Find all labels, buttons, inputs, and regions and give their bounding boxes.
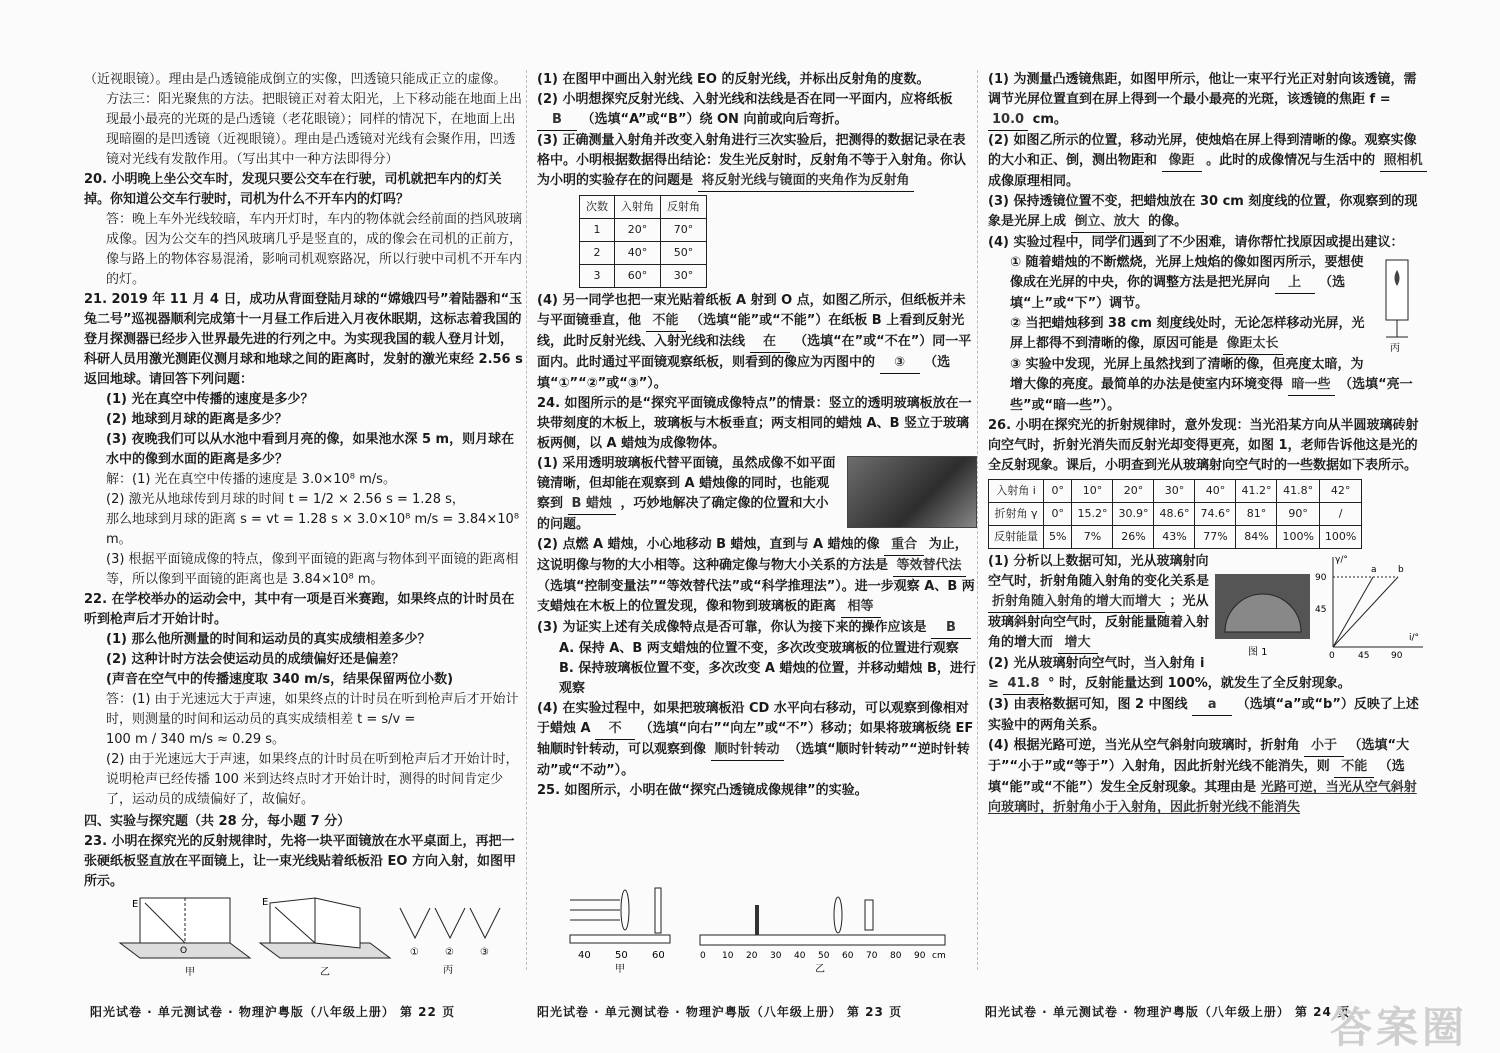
svg-text:80: 80 [890,951,902,961]
page-24 [988,70,1428,970]
answer-20: 答：晚上车外光线较暗，车内开灯时，车内的物体就会经前面的挡风玻璃成像。因为公交车的挡风玻璃几乎是竖直的，成的像会在司机的正前方，像与路上的物体容易混淆，影响司机观察路况，所以行驶中司机不开车内的灯。 [106,212,523,287]
answer-blank: 相等 [841,597,881,618]
svg-text:50: 50 [818,951,830,961]
answer-blank: 不 [595,719,635,740]
question-25-1: (1) 为测量凸透镜焦距，如图甲所示，他让一束平行光正对射向该透镜，需调节光屏位置直到在屏上得到一个最小最亮的光斑，该透镜的焦距 f = 10.0 cm。 [988,70,1428,131]
question-23-4: (4) 另一同学也把一束光贴着纸板 A 射到 O 点，如图乙所示，但纸板并未与平面镜垂直，他 不能 （选填“能”或“不能”）在纸板 B 上看到反射光线，此时反射光线、入射光线和法线 在 （选填“在”或“不在”）同一平面内。此时通过平面镜观察纸板，则看到的像应为丙图中的 ③ （选填“①”“②”或“③”）。 [537,293,972,391]
curve-a [1333,577,1373,647]
answer-blank: 重合 [884,535,924,556]
question-26-3: (3) 由表格数据可知，图 2 中图线 a （选填“a”或“b”）反映了上述实验中的两角关系。 [988,697,1419,733]
figure-label-bing: 丙 [443,965,453,976]
question-25-4: (4) 实验过程中，同学们遇到了不少困难，请你帮忙找原因或提出建议： [988,235,1404,250]
lens-figure-jia [570,888,670,975]
answer-blank: 小于 [1304,736,1344,757]
question-24-4: (4) 在实验过程中，如果把玻璃板沿 CD 水平向右移动，可以观察到像相对于蜡烛 A 不 （选填“向右”“向左”或“不”）移动；如果将玻璃板绕 EF 轴顺时针转动，可以观察到像 顺时针转动 （选填“顺时针转动”“逆时针转动”或“不动”）。 [537,701,974,778]
answer-blank: a [1192,695,1232,716]
footer-page-22: 阳光试卷 · 单元测试卷 · 物理沪粤版（八年级上册） 第 22 页 [90,1005,456,1019]
candle-icon [755,905,759,935]
figure-label-jia: 甲 [185,967,195,978]
question-26-1: (1) 分析以上数据可知，光从玻璃射向空气时，折射角随入射角的变化关系是 折射角随入射角的增大而增大 ；光从玻璃斜射向空气时，反射能量随着入射角的增大而 增大 [988,552,1428,654]
svg-text:①: ① [410,947,419,958]
svg-text:a: a [1371,565,1377,575]
answer-22-2: (2) 由于光速远大于声速，如果终点的计时员在听到枪声后才开始计时，说明枪声已经传播 100 米到达终点时才开始计时，测得的时间肯定少了，运动员的成绩偏好了，故偏好。 [106,752,519,807]
svg-text:70: 70 [866,951,878,961]
question-24-1: (1) 采用透明玻璃板代替平面镜，虽然成像不如平面镜清晰，但却能在观察到 A 蜡烛像的同时，也能观察到 B 蜡烛 ，巧妙地解决了确定像的位置和大小的问题。 [537,456,836,532]
svg-text:丙: 丙 [1390,343,1400,354]
question-24: 24. 如图所示的是“探究平面镜成像特点”的情景：竖立的透明玻璃板放在一块带刻度的木板上，玻璃板与木板垂直；两支相同的蜡烛 A、B 竖立于玻璃板两侧，以 A 蜡烛为成像物体。 [537,396,972,451]
question-21-2: (2) 地球到月球的距离是多少？ [106,412,288,427]
answer-blank: 上 [1275,273,1315,294]
svg-text:40: 40 [578,950,591,961]
screen-figure-bing [1378,255,1428,355]
refraction-data-table [988,479,1362,549]
svg-text:45: 45 [1358,651,1370,661]
table-row: 3 60° 30° [580,265,707,288]
footer-page-24: 阳光试卷 · 单元测试卷 · 物理沪粤版（八年级上册） 第 24 页 [985,1005,1351,1019]
table-row: 折射角 γ 0° 15.2° 30.9° 48.6° 74.6° 81° 90° / [989,503,1362,526]
answer-blank: 不能 [646,311,686,332]
line-b [1333,577,1398,647]
answer-blank: 10.0 [988,110,1028,131]
label-O: O [180,946,188,956]
column-divider [526,70,527,970]
answer-22-fraction: 100 m / 340 m/s ≈ 0.29 s。 [106,732,286,747]
table-row: 反射能量 5% 7% 26% 43% 77% 84% 100% 100% [989,526,1362,549]
figure-yi [260,897,390,978]
answer-blank: 增大 [1058,633,1098,654]
lens-figure-yi [700,897,946,975]
question-25-2: (2) 如图乙所示的位置，移动光屏，使烛焰在屏上得到清晰的像。观察实像的大小和正、倒，测出物距和 像距 。此时的成像情况与生活中的 照相机 成像原理相同。 [988,131,1428,192]
svg-text:90: 90 [1391,651,1403,661]
svg-text:γ/°: γ/° [1335,555,1348,565]
question-25-4-3: ③ 实验中发现，光屏上虽然找到了清晰的像，但亮度太暗，为增大像的亮度。最简单的办法是使室内环境变得 暗一些 （选填“亮一些”或“暗一些”）。 [1010,357,1413,413]
option-b: B. 保持玻璃板位置不变，多次改变 A 蜡烛的位置，并移动蜡烛 B，进行观察 [559,661,976,696]
svg-text:45: 45 [1315,605,1327,615]
svg-text:40: 40 [794,951,806,961]
question-23-1: (1) 在图甲中画出入射光线 EO 的反射光线，并标出反射角的度数。 [537,72,930,87]
table-row: 2 40° 50° [580,242,707,265]
figure-jia [120,898,250,978]
answer-blank: 像距 [1162,151,1202,172]
svg-text:甲: 甲 [615,964,625,975]
method-text: 方法三：阳光聚焦的方法。把眼镜正对着太阳光，上下移动能在地面上出现最小最亮的光斑的是凸透镜（老花眼镜）；同样的情况下，在地面上出现暗圈的是凹透镜（近视眼镜）。理由是凸透镜对光线有会聚作用，凹透镜对光线有发散作用。（写出其中一种方法即得分） [106,92,523,167]
mirror-experiment-photo [847,456,977,528]
svg-text:30: 30 [770,951,782,961]
answer-blank: 折射角随入射角的增大而增大 [988,592,1165,613]
svg-text:90: 90 [1315,573,1327,583]
svg-text:10: 10 [722,951,734,961]
question-25-4-2: ② 当把蜡烛移到 38 cm 刻度线处时，无论怎样移动光屏，光屏上都得不到清晰的像，原因可能是 像距太长 [988,314,1428,355]
question-26-2: (2) 光从玻璃射向空气时，当入射角 i ≥ 41.8 ° 时，反射能量达到 100%，就发生了全反射现象。 [988,654,1428,695]
svg-text:cm: cm [932,951,946,961]
answer-blank: ③ [880,353,920,374]
svg-text:0: 0 [700,951,706,961]
question-20: 20. 小明晚上坐公交车时，发现只要公交车在行驶，司机就把车内的灯关掉。你知道公交车行驶时，司机为什么不开车内的灯吗？ [84,172,502,207]
question-25-3: (3) 保持透镜位置不变，把蜡烛放在 30 cm 刻度线的位置，你观察到的现象是光屏上成 倒立、放大 的像。 [988,192,1428,233]
svg-text:60: 60 [842,951,854,961]
option-a: A. 保持 A、B 两支蜡烛的位置不变，多次改变玻璃板的位置进行观察 [559,641,959,656]
figure-label-yi: 乙 [320,967,330,978]
answer-blank: B 蜡烛 [568,494,616,515]
question-23-2: (2) 小明想探究反射光线、入射光线和法线是否在同一平面内，应将纸板 B （选填“A”或“B”）绕 ON 向前或向后弯折。 [537,90,977,131]
column-divider [977,70,978,970]
question-23-3: (3) 正确测量入射角并改变入射角进行三次实验后，把测得的数据记录在表格中。小明根据数据得出结论：发生光反射时，反射角不等于入射角。你认为小明的实验存在的问题是 将反射光线与镜面的夹角作为反射角 [537,131,977,192]
lens-icon [834,897,842,933]
question-25-4-1: ① 随着蜡烛的不断燃烧，光屏上烛焰的像如图丙所示，要想使像成在光屏的中央，你的调整方法是把光屏向 上 （选填“上”或“下”）调节。 [1010,255,1364,311]
question-24-3: (3) 为证实上述有关成像特点是否可靠，你认为接下来的操作应该是 B [537,618,977,639]
question-22: 22. 在学校举办的运动会中，其中有一项是百米赛跑，如果终点的计时员在听到枪声后才开始计时。 [84,592,515,627]
table-row: 入射角 i 0° 10° 20° 30° 40° 41.2° 41.8° 42° [989,480,1362,503]
answer-22-1: 答：(1) 由于光速远大于声速，如果终点的计时员在听到枪声后才开始计时，则测量的时间和运动员的真实成绩相差 t = s/v = [106,692,519,727]
question-24-2: (2) 点燃 A 蜡烛，小心地移动 B 蜡烛，直到与 A 蜡烛的像 重合 为止，这说明像与物的大小相等。这种确定像与物大小关系的方法是 等效替代法 （选填“控制变量法”“等效替代法”或“科学推理法”）。进一步观察 A、B 两支蜡烛在木板上的位置发现，像和物到玻璃板的距离 相等 [537,535,977,618]
page-22 [84,70,524,970]
page-23 [537,70,977,970]
question-26: 26. 小明在探究光的折射规律时，意外发现：当光沿某方向从半圆玻璃砖射向空气时，折射光消失而反射光却变得更亮，如图 1，老师告诉他这是光的全反射现象。课后，小明查到光从玻璃射向空气时的一些数据如下表所示。 [988,418,1419,473]
question-22-1: (1) 那么他所测量的时间和运动员的真实成绩相差多少？ [106,632,431,647]
svg-text:90: 90 [914,951,926,961]
answer-blank: 照相机 [1380,151,1427,172]
answer-blank: 不能 [1334,757,1374,778]
svg-text:图 1: 图 1 [1248,647,1268,658]
question-26-4: (4) 根据光路可逆，当光从空气斜射向玻璃时，折射角 小于 （选填“大于”“小于”或“等于”）入射角，因此折射光线不能消失，则 不能 （选填“能”或“不能”）发生全反射现象。其理由是 光路可逆，当光从空气斜射向玻璃时，折射角小于入射角，因此折射光线不能消失 [988,738,1417,815]
svg-text:b: b [1398,565,1404,575]
section-heading: 四、实验与探究题（共 28 分，每小题 7 分） [84,814,351,829]
answer-21-2: (2) 激光从地球传到月球的时间 t = 1/2 × 2.56 s = 1.28 s， [106,492,465,507]
answer-21-3: 那么地球到月球的距离 s = vt = 1.28 s × 3.0×10⁸ m/s = 3.84×10⁸ m。 [106,512,520,547]
svg-text:i/°: i/° [1409,633,1420,643]
question-21: 21. 2019 年 11 月 4 日，成功从背面登陆月球的“嫦娥四号”着陆器和“玉兔二号”巡视器顺利完成第十一月昼工作后进入月夜休眠期，这标志着我国的登月探测器已经步入世界最先进的行列之中。为实现我国的载人登月计划，科研人员用激光测距仪测月球和地球之间的距离时，发射的激光束经 2.56 s 返回地球。请回答下列问题： [84,292,523,387]
answer-blank: 倒立、放大 [1071,212,1144,233]
answer-blank: 在 [750,332,790,353]
question-22-note: (声音在空气中的传播速度取 340 m/s，结果保留两位小数) [106,672,454,687]
label-E: E [132,899,139,910]
refraction-figures [1213,552,1428,662]
question-23: 23. 小明在探究光的反射规律时，先将一块平面镜放在水平桌面上，再把一张硬纸板竖直放在平面镜上，让一束光线贴着纸板沿 EO 方向入射，如图甲所示。 [84,834,516,889]
answer-blank: 41.8 [1003,674,1043,695]
footer-page-23: 阳光试卷 · 单元测试卷 · 物理沪粤版（八年级上册） 第 23 页 [537,1005,903,1019]
table-row: 1 20° 70° [580,219,707,242]
figure-bing [400,908,500,976]
question-25: 25. 如图所示，小明在做“探究凸透镜成像规律”的实验。 [537,783,868,798]
svg-text:0: 0 [1329,651,1335,661]
svg-text:②: ② [445,947,454,958]
answer-21-4: (3) 根据平面镜成像的特点，像到平面镜的距离与物体到平面镜的距离相等，所以像到平面镜的距离也是 3.84×10⁸ m。 [106,552,519,587]
svg-text:E: E [262,897,269,908]
answer-21-1: 解：(1) 光在真空中传播的速度是 3.0×10⁸ m/s。 [106,472,396,487]
svg-text:乙: 乙 [815,964,825,975]
lens-figures [560,880,960,975]
watermark-logo: 答案圈 [1330,1003,1469,1052]
answer-blank: 暗一些 [1288,375,1335,396]
answer-blank: 光路可逆，当光从空气斜射向玻璃时，折射角小于入射角，因此折射光线不能消失 [988,780,1417,815]
question-21-3: (3) 夜晚我们可以从水池中看到月亮的像，如果池水深 5 m，则月球在水中的像到水面的距离是多少？ [106,432,515,467]
reflection-angle-table: 次数 入射角 反射角 1 20° 70° 2 40° 50° 3 60° 30° [579,195,707,288]
reflection-figures [110,893,510,978]
question-22-2: (2) 这种计时方法会使运动员的成绩偏好还是偏差？ [106,652,405,667]
answer-blank: 将反射光线与镜面的夹角作为反射角 [698,171,914,192]
screen-icon [865,900,873,930]
svg-text:20: 20 [746,951,758,961]
svg-text:50: 50 [615,950,628,961]
method-text: （近视眼镜）。理由是凸透镜能成倒立的实像，凹透镜只能成正立的虚像。 [84,72,507,87]
svg-text:③: ③ [480,947,489,958]
answer-blank: 等效替代法 [893,556,966,577]
answer-blank: 顺时针转动 [711,740,784,761]
question-21-1: (1) 光在真空中传播的速度是多少？ [106,392,314,407]
answer-blank: 像距太长 [1223,334,1283,355]
answer-blank: B [537,110,577,131]
svg-text:60: 60 [652,950,665,961]
answer-blank: B [931,618,971,639]
